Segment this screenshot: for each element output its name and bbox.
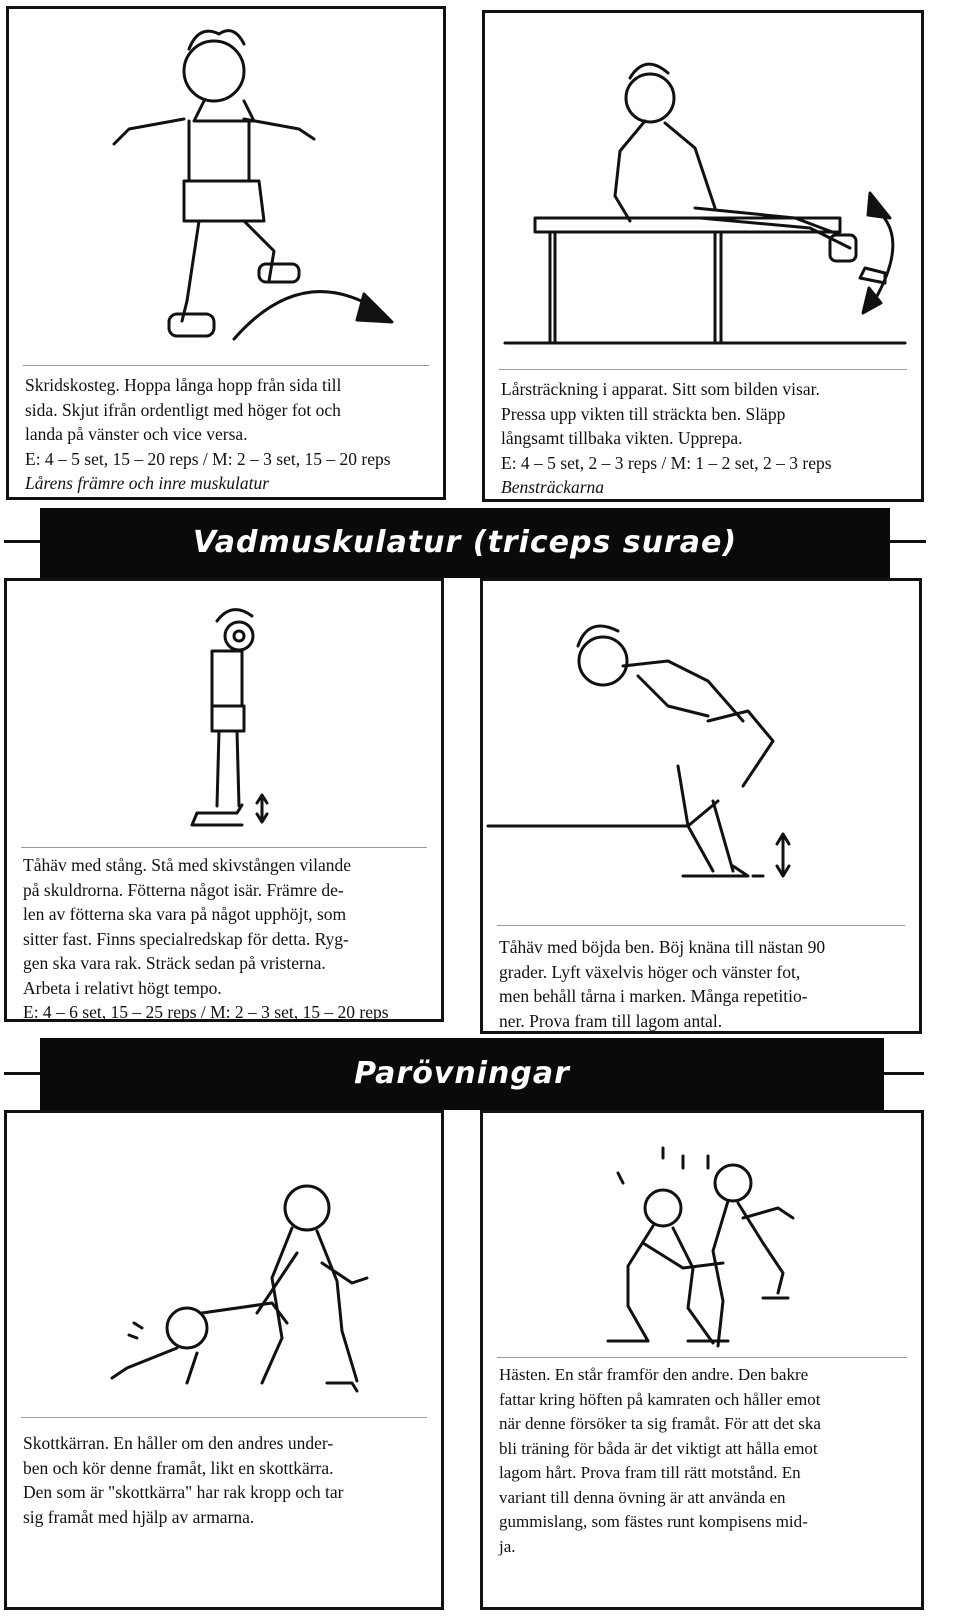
caption-line: sida. Skjut ifrån ordentligt med höger fot och: [25, 399, 341, 420]
muscle-group: Bensträckarna: [501, 477, 605, 497]
bent-knee-calf-raise-illustration: [483, 581, 919, 921]
caption-line: len av fötterna ska vara på något upphöjt, som: [23, 904, 347, 924]
wheelbarrow-illustration: [7, 1113, 441, 1413]
caption-line: landa på vänster och vice versa.: [25, 424, 248, 444]
section-frame-line: [884, 1072, 924, 1075]
caption-line: grader. Lyft växelvis höger och vänster fot,: [499, 961, 801, 982]
exercise-caption: [23, 853, 427, 1025]
reps-line: E: 4 – 6 set, 15 – 25 reps / M: 2 – 3 set, 15 – 20 reps: [23, 1002, 389, 1022]
section-title-calf: Vadmuskulatur (triceps surae): [40, 508, 890, 578]
exercise-caption: [25, 373, 429, 496]
caption-line: Tåhäv med stång. Stå med skivstången vilande: [23, 855, 352, 875]
caption-line: ja.: [499, 1536, 516, 1556]
reps-line: E: 4 – 5 set, 2 – 3 reps / M: 1 – 2 set, 2 – 3 reps: [501, 452, 832, 473]
section-frame-line: [4, 1072, 40, 1075]
caption-line: ben och kör denne framåt, likt en skottkärra.: [23, 1457, 334, 1478]
exercise-panel-hasten: [480, 1110, 924, 1610]
caption-line: lagom hårt. Prova fram till rätt motstånd. En: [499, 1463, 801, 1482]
caption-line: Den som är "skottkärra" har rak kropp och tar: [23, 1482, 344, 1502]
caption-line: gummislang, som fästes runt kompisens mid-: [499, 1512, 808, 1531]
reps-line: E: 4 – 5 set, 15 – 20 reps / M: 2 – 3 set, 15 – 20 reps: [25, 448, 391, 469]
exercise-caption: [501, 377, 907, 500]
exercise-panel-skridskosteg: [6, 6, 446, 500]
caption-line: men behåll tårna i marken. Många repetitio-: [499, 986, 808, 1006]
exercise-caption: [499, 935, 905, 1033]
caption-line: sig framåt med hjälp av armarna.: [23, 1506, 255, 1527]
caption-line: Pressa upp vikten till sträckta ben. Släpp: [501, 403, 786, 424]
caption-line: fattar kring höften på kamraten och håller emot: [499, 1389, 821, 1409]
caption-line: när denne försöker ta sig framåt. För att det ska: [499, 1414, 821, 1433]
caption-line: variant till denna övning är att använda en: [499, 1487, 786, 1507]
skating-jump-illustration: [9, 9, 443, 359]
section-frame-line: [890, 540, 926, 543]
muscle-group: Lårens främre och inre muskulatur: [25, 473, 270, 493]
exercise-caption: [23, 1431, 427, 1529]
caption-line: Skottkärran. En håller om den andres under-: [23, 1433, 334, 1453]
caption-line: långsamt tillbaka vikten. Upprepa.: [501, 428, 743, 448]
caption-line: sitter fast. Finns specialredskap för detta. Ryg-: [23, 928, 349, 949]
caption-line: bli träning för båda är det viktigt att hålla emot: [499, 1438, 818, 1458]
caption-line: Lårsträckning i apparat. Sitt som bilden visar.: [501, 379, 820, 399]
caption-line: Tåhäv med böjda ben. Böj knäna till nästan 90: [499, 937, 826, 957]
exercise-panel-larstrackning: [482, 10, 924, 502]
horse-pair-illustration: [483, 1113, 921, 1363]
exercise-panel-tahav-stang: [4, 578, 444, 1022]
exercise-panel-skottkarran: [4, 1110, 444, 1610]
exercise-panel-tahav-bojda: [480, 578, 922, 1034]
calf-raise-barbell-illustration: [7, 581, 441, 841]
leg-extension-illustration: [485, 13, 921, 363]
caption-line: Skridskosteg. Hoppa långa hopp från sida till: [25, 375, 342, 395]
caption-line: på skuldrorna. Fötterna något isär. Främre de-: [23, 879, 344, 900]
caption-line: gen ska vara rak. Sträck sedan på vristerna.: [23, 953, 326, 973]
caption-line: Hästen. En står framför den andre. Den bakre: [499, 1365, 809, 1384]
section-frame-line: [4, 540, 40, 543]
exercise-caption: [499, 1363, 907, 1559]
section-title-pairs: Parövningar: [40, 1038, 884, 1110]
caption-line: ner. Prova fram till lagom antal.: [499, 1010, 723, 1031]
caption-line: Arbeta i relativt högt tempo.: [23, 977, 222, 998]
